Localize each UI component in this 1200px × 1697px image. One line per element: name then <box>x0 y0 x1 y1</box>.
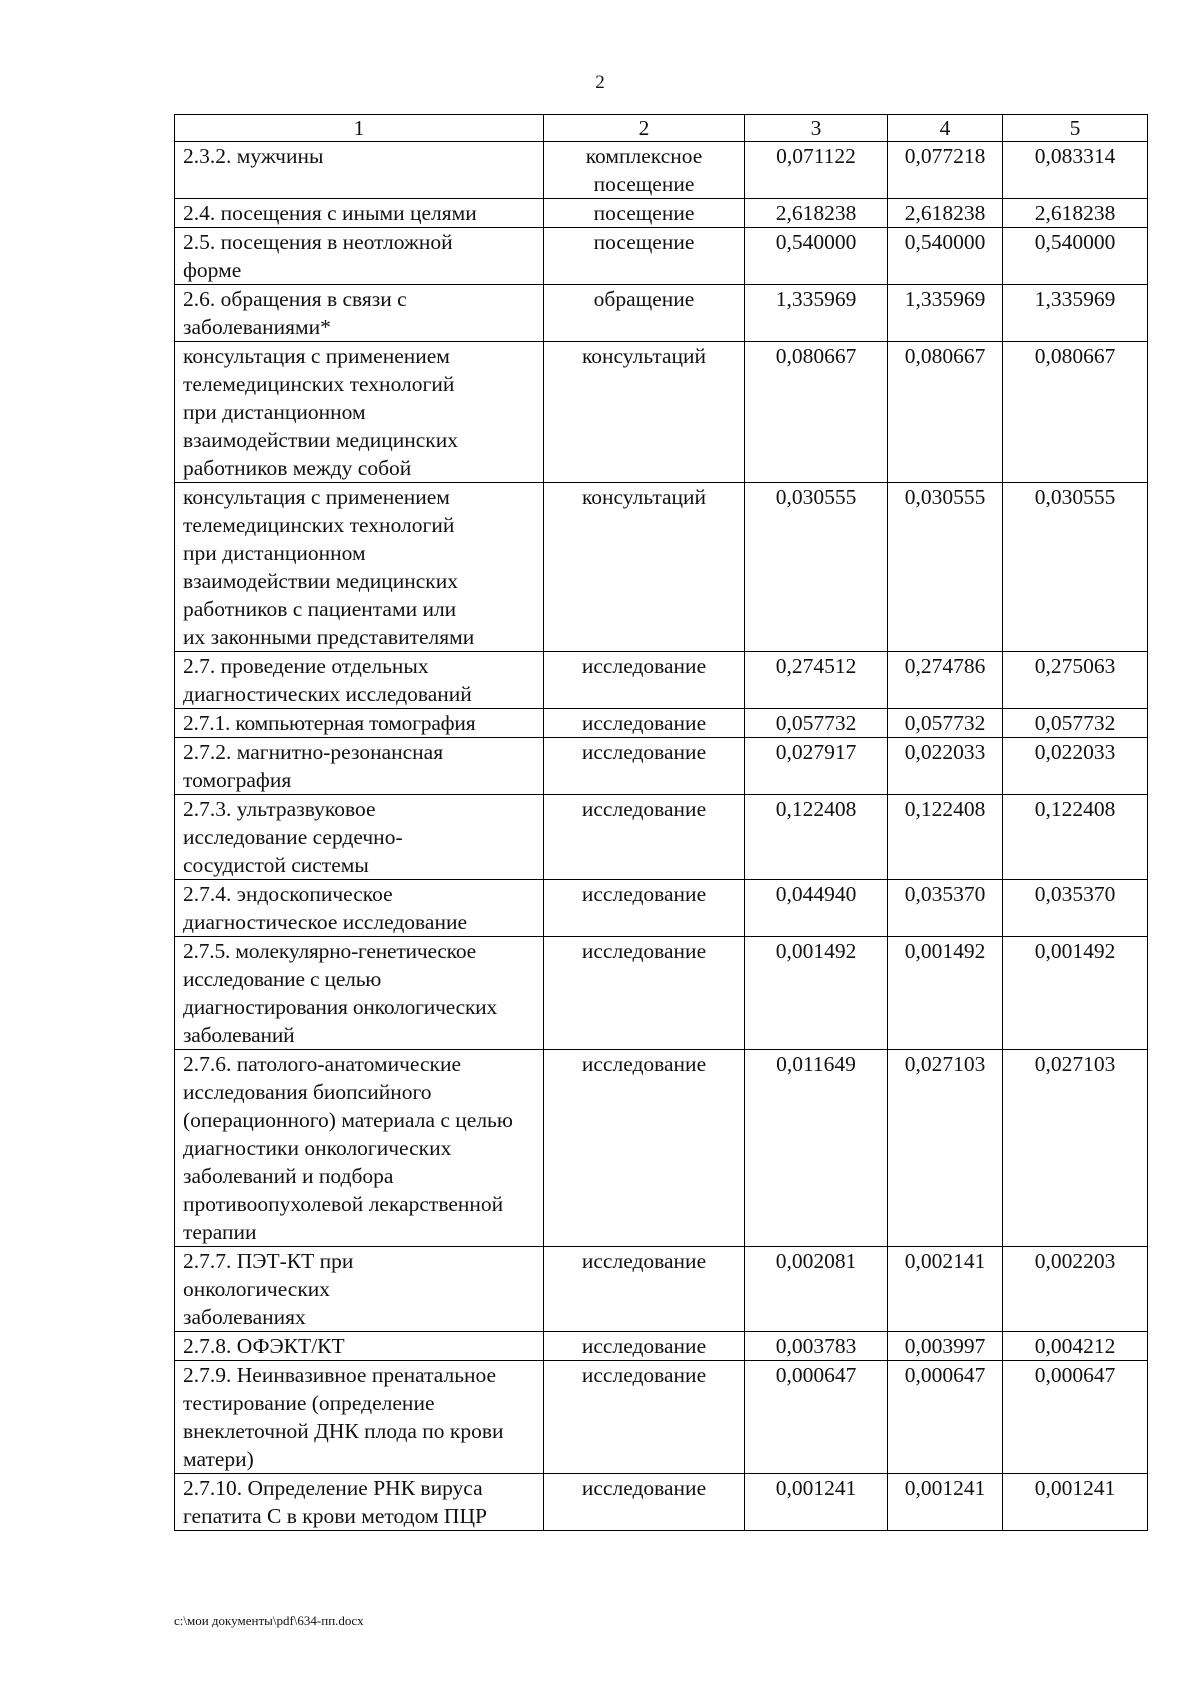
table-row <box>175 1247 1148 1332</box>
row-value-col3: 0,274512 <box>745 652 888 709</box>
row-unit: обращение <box>544 285 745 342</box>
row-value-col5: 0,001492 <box>1003 937 1148 1050</box>
table-row <box>175 880 1148 937</box>
row-value-col5: 1,335969 <box>1003 285 1148 342</box>
row-value-col3: 0,057732 <box>745 709 888 738</box>
row-value-col3: 0,080667 <box>745 342 888 483</box>
table-row <box>175 1474 1148 1531</box>
row-unit: консультаций <box>544 342 745 483</box>
row-value-col4: 0,057732 <box>888 709 1003 738</box>
row-value-col4: 0,000647 <box>888 1361 1003 1474</box>
row-value-col4: 0,027103 <box>888 1050 1003 1247</box>
row-value-col5: 0,027103 <box>1003 1050 1148 1247</box>
row-value-col3: 0,027917 <box>745 738 888 795</box>
row-value-col4: 0,080667 <box>888 342 1003 483</box>
row-value-col5: 0,080667 <box>1003 342 1148 483</box>
table-row <box>175 285 1148 342</box>
row-value-col5: 0,022033 <box>1003 738 1148 795</box>
row-value-col3: 0,003783 <box>745 1332 888 1361</box>
row-value-col5: 0,002203 <box>1003 1247 1148 1332</box>
row-value-col5: 2,618238 <box>1003 199 1148 228</box>
row-value-col4: 2,618238 <box>888 199 1003 228</box>
row-name: 2.7.6. патолого-анатомические исследования биопсийного (операционного) материала с целью диагностики онкологических заболеваний и подбора противоопухолевой лекарственной терапии <box>175 1050 544 1247</box>
row-value-col4: 0,001241 <box>888 1474 1003 1531</box>
row-name: 2.6. обращения в связи с заболеваниями* <box>175 285 544 342</box>
row-value-col3: 1,335969 <box>745 285 888 342</box>
row-name: 2.7.4. эндоскопическое диагностическое исследование <box>175 880 544 937</box>
row-value-col4: 0,030555 <box>888 483 1003 652</box>
row-value-col5: 0,030555 <box>1003 483 1148 652</box>
row-value-col5: 0,035370 <box>1003 880 1148 937</box>
row-value-col4: 0,002141 <box>888 1247 1003 1332</box>
row-name: консультация с применением телемедицинских технологий при дистанционном взаимодействии медицинских работников с пациентами или их законными представителями <box>175 483 544 652</box>
row-unit: комплексное посещение <box>544 142 745 199</box>
row-value-col3: 0,002081 <box>745 1247 888 1332</box>
row-unit: исследование <box>544 880 745 937</box>
table-row <box>175 652 1148 709</box>
table-row <box>175 228 1148 285</box>
row-value-col5: 0,001241 <box>1003 1474 1148 1531</box>
column-header: 4 <box>888 115 1003 142</box>
row-value-col4: 0,035370 <box>888 880 1003 937</box>
row-name: 2.7.7. ПЭТ-КТ при онкологических заболеваниях <box>175 1247 544 1332</box>
row-name: 2.7.1. компьютерная томография <box>175 709 544 738</box>
table-row <box>175 483 1148 652</box>
row-name: 2.7.3. ультразвуковое исследование сердечно-сосудистой системы <box>175 795 544 880</box>
row-value-col3: 0,071122 <box>745 142 888 199</box>
file-path-footer: c:\мои документы\pdf\634-пп.docx <box>174 1613 364 1628</box>
row-value-col4: 0,540000 <box>888 228 1003 285</box>
row-unit: исследование <box>544 652 745 709</box>
row-value-col4: 0,274786 <box>888 652 1003 709</box>
column-header: 2 <box>544 115 745 142</box>
row-value-col3: 0,030555 <box>745 483 888 652</box>
row-name: 2.7.9. Неинвазивное пренатальное тестирование (определение внеклеточной ДНК плода по крови матери) <box>175 1361 544 1474</box>
row-value-col3: 0,044940 <box>745 880 888 937</box>
table-row <box>175 738 1148 795</box>
row-name: 2.7.10. Определение РНК вируса гепатита С в крови методом ПЦР <box>175 1474 544 1531</box>
row-value-col3: 0,000647 <box>745 1361 888 1474</box>
row-value-col5: 0,000647 <box>1003 1361 1148 1474</box>
row-value-col4: 1,335969 <box>888 285 1003 342</box>
page-number: 2 <box>595 72 605 93</box>
row-value-col4: 0,122408 <box>888 795 1003 880</box>
row-name: 2.7.2. магнитно-резонансная томография <box>175 738 544 795</box>
row-name: 2.7.8. ОФЭКТ/КТ <box>175 1332 544 1361</box>
row-unit: исследование <box>544 1050 745 1247</box>
row-value-col3: 2,618238 <box>745 199 888 228</box>
column-header: 3 <box>745 115 888 142</box>
row-unit: исследование <box>544 1332 745 1361</box>
row-unit: посещение <box>544 199 745 228</box>
row-unit: исследование <box>544 1361 745 1474</box>
row-value-col5: 0,057732 <box>1003 709 1148 738</box>
row-name: 2.7.5. молекулярно-генетическое исследование с целью диагностирования онкологических заболеваний <box>175 937 544 1050</box>
table-row <box>175 142 1148 199</box>
row-unit: исследование <box>544 738 745 795</box>
row-unit: исследование <box>544 1247 745 1332</box>
row-value-col3: 0,122408 <box>745 795 888 880</box>
table-row <box>175 795 1148 880</box>
row-unit: исследование <box>544 795 745 880</box>
table-row <box>175 1332 1148 1361</box>
row-value-col3: 0,001492 <box>745 937 888 1050</box>
header-row <box>175 115 1148 142</box>
row-value-col5: 0,122408 <box>1003 795 1148 880</box>
row-value-col3: 0,011649 <box>745 1050 888 1247</box>
table-row <box>175 342 1148 483</box>
table-row <box>175 709 1148 738</box>
table-row <box>175 199 1148 228</box>
row-name: 2.3.2. мужчины <box>175 142 544 199</box>
row-unit: исследование <box>544 937 745 1050</box>
column-header: 5 <box>1003 115 1148 142</box>
row-value-col3: 0,540000 <box>745 228 888 285</box>
row-name: 2.5. посещения в неотложной форме <box>175 228 544 285</box>
row-value-col5: 0,004212 <box>1003 1332 1148 1361</box>
data-table <box>174 114 1148 1531</box>
row-value-col4: 0,003997 <box>888 1332 1003 1361</box>
row-unit: консультаций <box>544 483 745 652</box>
row-value-col4: 0,077218 <box>888 142 1003 199</box>
table-row <box>175 937 1148 1050</box>
row-value-col4: 0,022033 <box>888 738 1003 795</box>
row-value-col5: 0,540000 <box>1003 228 1148 285</box>
row-name: 2.4. посещения с иными целями <box>175 199 544 228</box>
row-unit: исследование <box>544 709 745 738</box>
row-name: 2.7. проведение отдельных диагностических исследований <box>175 652 544 709</box>
row-value-col5: 0,275063 <box>1003 652 1148 709</box>
table-row <box>175 1361 1148 1474</box>
row-name: консультация с применением телемедицинских технологий при дистанционном взаимодействии медицинских работников между собой <box>175 342 544 483</box>
column-header: 1 <box>175 115 544 142</box>
row-value-col3: 0,001241 <box>745 1474 888 1531</box>
row-unit: исследование <box>544 1474 745 1531</box>
row-unit: посещение <box>544 228 745 285</box>
row-value-col4: 0,001492 <box>888 937 1003 1050</box>
row-value-col5: 0,083314 <box>1003 142 1148 199</box>
table-row <box>175 1050 1148 1247</box>
